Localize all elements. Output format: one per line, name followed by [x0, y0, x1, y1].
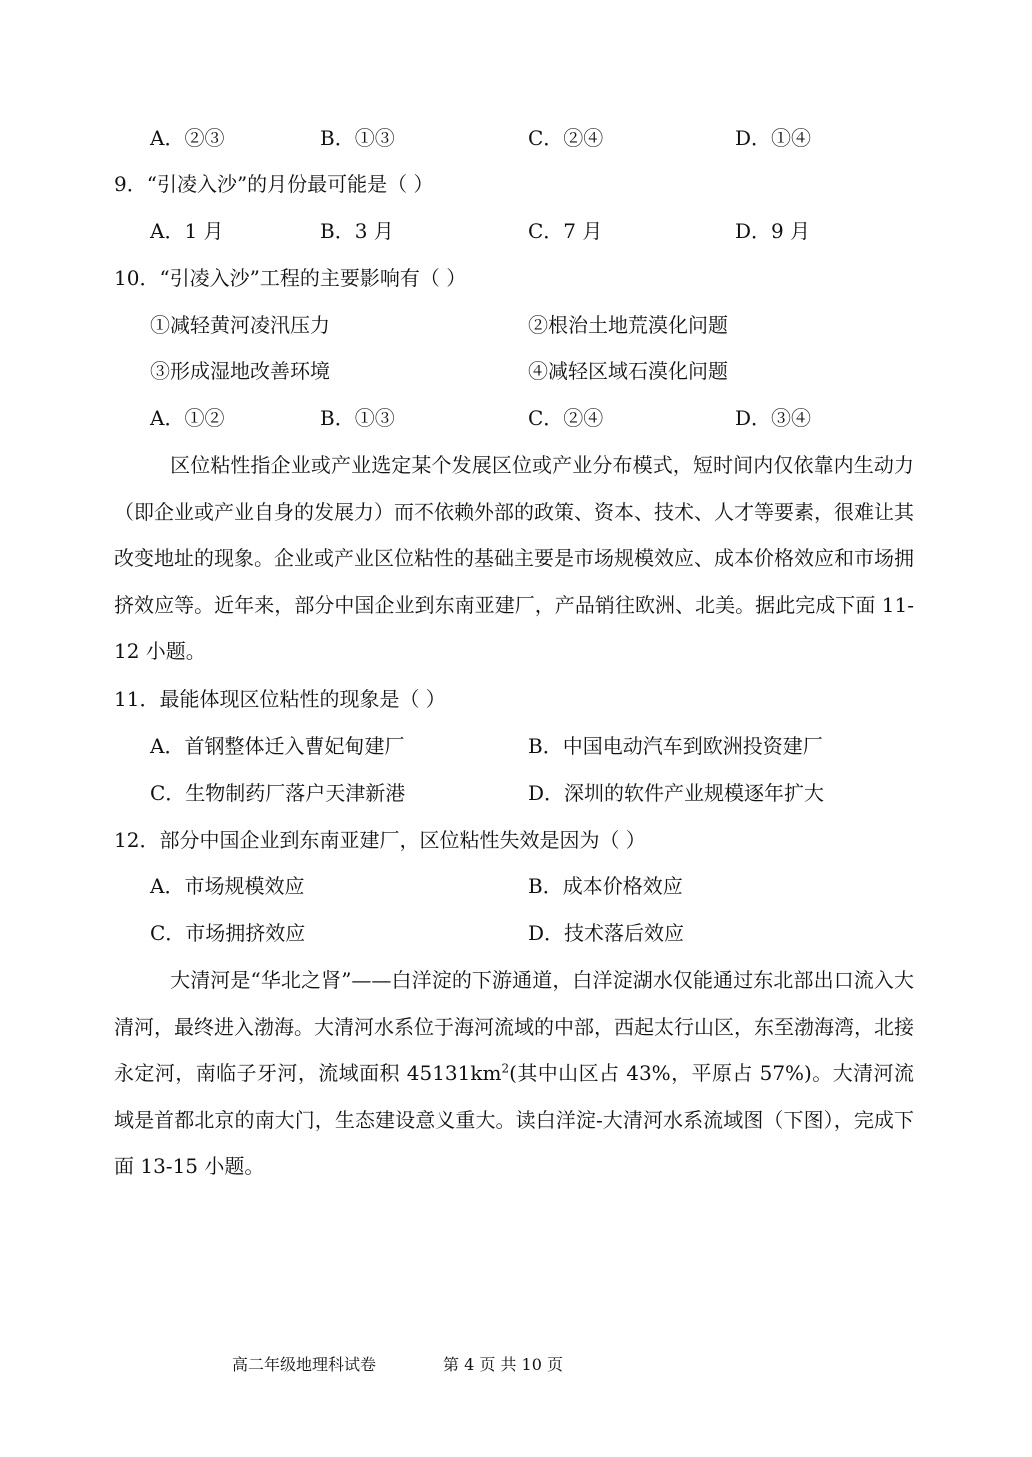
- q10-stem: 10．“引凌入沙”工程的主要影响有（ ）: [114, 266, 467, 290]
- q9-option-d: D．9 月: [735, 219, 811, 243]
- q10-option-d: D．③④: [735, 406, 812, 430]
- q10-statement-1: ①减轻黄河凌汛压力: [150, 313, 330, 337]
- passage-1-text: 区位粘性指企业或产业选定某个发展区位或产业分布模式，短时间内仅依靠内生动力（即企业或产业自身的发展力）而不依赖外部的政策、资本、技术、人才等要素，很难让其改变地址的现象。企业或产业区位粘性的基础主要是市场规模效应、成本价格效应和市场拥挤效应等。近年来，部分中国企业到东南亚建厂，产品销往欧洲、北美。据此完成下面 11-12 小题。: [114, 453, 914, 664]
- q9-option-b: B．3 月: [320, 219, 394, 243]
- q9-option-a: A．1 月: [150, 219, 224, 243]
- q10-option-a: A．①②: [150, 406, 225, 430]
- q8-option-c: C．②④: [528, 126, 604, 150]
- q8-option-b: B．①③: [320, 126, 395, 150]
- q10-statement-3: ③形成湿地改善环境: [150, 359, 330, 383]
- passage-2-text-part2: (其中山区占 43%，平原占 57%)。大清河流域是首都北京的南大门，生态建设意义重大。读白洋淀-大清河水系流域图（下图），完成下面 13-15 小题。: [114, 1061, 914, 1179]
- q12-stem: 12．部分中国企业到东南亚建厂，区位粘性失效是因为（ ）: [114, 828, 646, 852]
- q11-option-c: C．生物制药厂落户天津新港: [150, 781, 406, 805]
- q10-statement-4: ④减轻区域石漠化问题: [528, 359, 728, 383]
- q11-option-d: D．深圳的软件产业规模逐年扩大: [528, 781, 825, 805]
- q11-option-a: A．首钢整体迁入曹妃甸建厂: [150, 734, 405, 758]
- q10-statement-2: ②根治土地荒漠化问题: [528, 313, 728, 337]
- q8-option-a: A．②③: [150, 126, 225, 150]
- passage-daqing-river: [114, 957, 914, 1190]
- q9-option-c: C．7 月: [528, 219, 603, 243]
- passage-2-text-part1: 大清河是“华北之肾”——白洋淀的下游通道，白洋淀湖水仅能通过东北部出口流入大清河，最终进入渤海。大清河水系位于海河流域的中部，西起太行山区，东至渤海湾，北接永定河，南临子牙河，流域面积 45131km: [114, 968, 914, 1086]
- footer-page-number: 第 4 页 共 10 页: [443, 1355, 563, 1374]
- q12-option-a: A．市场规模效应: [150, 874, 305, 898]
- footer-exam-name: 高二年级地理科试卷: [232, 1355, 377, 1374]
- q10-option-c: C．②④: [528, 406, 604, 430]
- q10-option-b: B．①③: [320, 406, 395, 430]
- q12-option-b: B．成本价格效应: [528, 874, 683, 898]
- q12-option-d: D．技术落后效应: [528, 921, 685, 945]
- superscript-2: 2: [501, 1061, 510, 1076]
- q12-option-c: C．市场拥挤效应: [150, 921, 306, 945]
- q11-stem: 11．最能体现区位粘性的现象是（ ）: [114, 687, 446, 711]
- q11-option-b: B．中国电动汽车到欧洲投资建厂: [528, 734, 823, 758]
- passage-location-stickiness: [114, 442, 914, 675]
- q8-option-d: D．①④: [735, 126, 812, 150]
- q9-stem: 9．“引凌入沙”的月份最可能是（ ）: [114, 172, 434, 196]
